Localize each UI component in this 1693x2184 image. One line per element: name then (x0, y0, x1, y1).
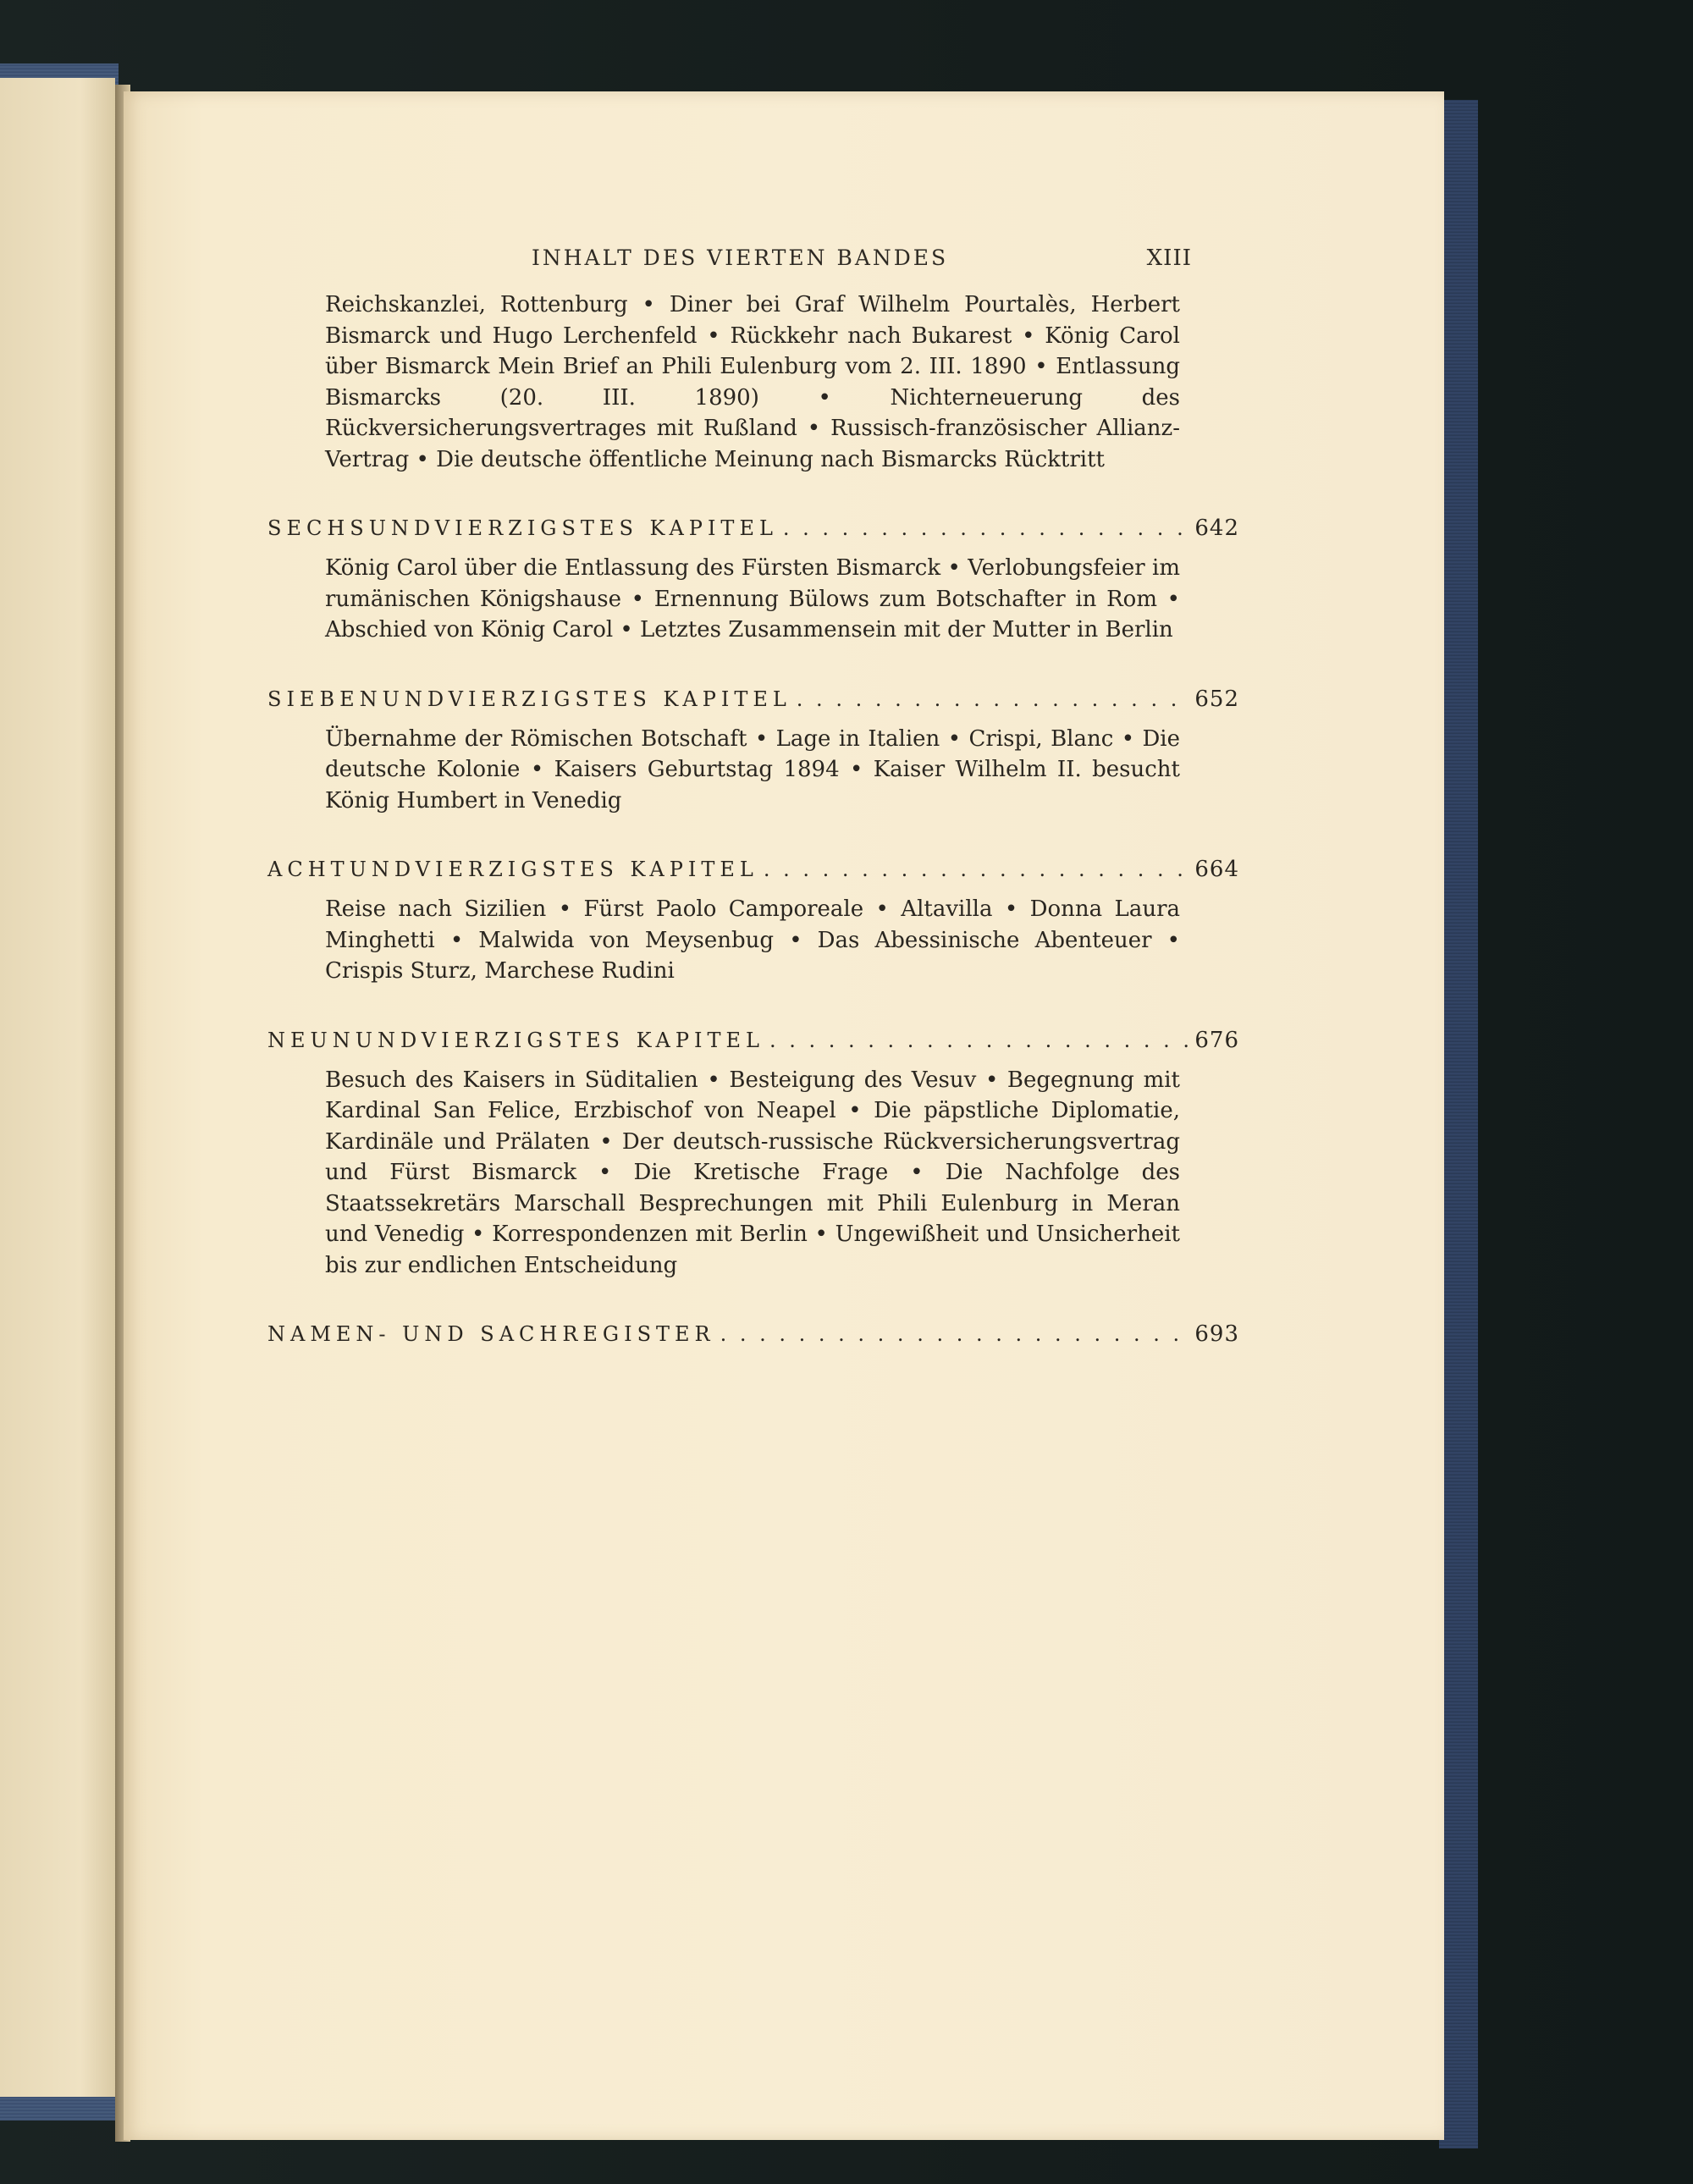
leader-dots (769, 1026, 1189, 1055)
chapter-line (267, 1026, 1239, 1055)
index-page: 693 (1194, 1321, 1239, 1347)
chapter-page: 652 (1194, 686, 1239, 712)
toc-entry-index (267, 1320, 1239, 1348)
chapter-line (267, 855, 1239, 884)
toc-entry-chapter-49 (267, 1026, 1239, 1282)
intro-description: Reichskanzlei, Rottenburg • Diner bei Graf Wilhelm Pourtalès, Herbert Bismarck und Hugo Lerchenfeld • Rückkehr nach Bukarest • König Carol über Bismarck Mein Brief an Phili Eulenburg vom 2. III. 1890 • Entlassung Bismarcks (20. III. 1890) • Nichterneuerung des Rückversicherungsvertrages mit Rußland • Russisch-französischer Allianz-Vertrag • Die deutsche öffentliche Meinung nach Bismarcks Rücktritt (325, 292, 1180, 472)
chapter-heading: ACHTUNDVIERZIGSTES KAPITEL (267, 858, 758, 881)
chapter-page: 676 (1194, 1027, 1239, 1053)
chapter-line (267, 1320, 1239, 1348)
table-of-contents (267, 290, 1239, 1359)
running-head-title: INHALT DES VIERTEN BANDES (532, 245, 949, 270)
leader-dots (720, 1320, 1190, 1348)
chapter-heading: NEUNUNDVIERZIGSTES KAPITEL (267, 1028, 764, 1052)
left-page-edge (0, 78, 115, 2097)
toc-entry-chapter-46 (267, 514, 1239, 646)
index-heading: NAMEN- UND SACHREGISTER (267, 1322, 715, 1346)
toc-entry-chapter-48 (267, 855, 1239, 987)
page-number: XIII (1146, 245, 1192, 271)
chapter-heading: SECHSUNDVIERZIGSTES KAPITEL (267, 516, 778, 540)
running-head (532, 245, 1192, 279)
book-cover-right (1439, 100, 1478, 2148)
toc-entry-chapter-47 (267, 685, 1239, 817)
chapter-page: 642 (1194, 516, 1239, 541)
chapter-line (267, 685, 1239, 714)
leader-dots (764, 855, 1190, 884)
chapter-description: Reise nach Sizilien • Fürst Paolo Camporeale • Altavilla • Donna Laura Minghetti • Malwida von Meysenbug • Das Abessinische Abenteuer • Crispis Sturz, Marchese Rudini (325, 896, 1180, 984)
leader-dots (783, 514, 1189, 543)
chapter-line (267, 514, 1239, 543)
chapter-heading: SIEBENUNDVIERZIGSTES KAPITEL (267, 687, 791, 711)
chapter-page: 664 (1194, 857, 1239, 882)
chapter-description: Besuch des Kaisers in Süditalien • Besteigung des Vesuv • Begegnung mit Kardinal San Felice, Erzbischof von Neapel • Die päpstliche Diplomatie, Kardinäle und Prälaten • Der deutsch-russische Rückversicherungsvertrag und Fürst Bismarck • Die Kretische Frage • Die Nachfolge des Staatssekretärs Marschall Besprechungen mit Phili Eulenburg in Meran und Venedig • Korrespondenzen mit Berlin • Ungewißheit und Unsicherheit bis zur endlichen Entscheidung (325, 1067, 1180, 1278)
leader-dots (797, 685, 1190, 714)
chapter-description: Übernahme der Römischen Botschaft • Lage in Italien • Crispi, Blanc • Die deutsche Kolonie • Kaisers Geburtstag 1894 • Kaiser Wilhelm II. besucht König Humbert in Venedig (325, 725, 1180, 813)
chapter-description: König Carol über die Entlassung des Fürsten Bismarck • Verlobungsfeier im rumänischen Königshause • Ernennung Bülows zum Botschafter in Rom • Abschied von König Carol • Letztes Zusammensein mit der Mutter in Berlin (325, 555, 1180, 643)
